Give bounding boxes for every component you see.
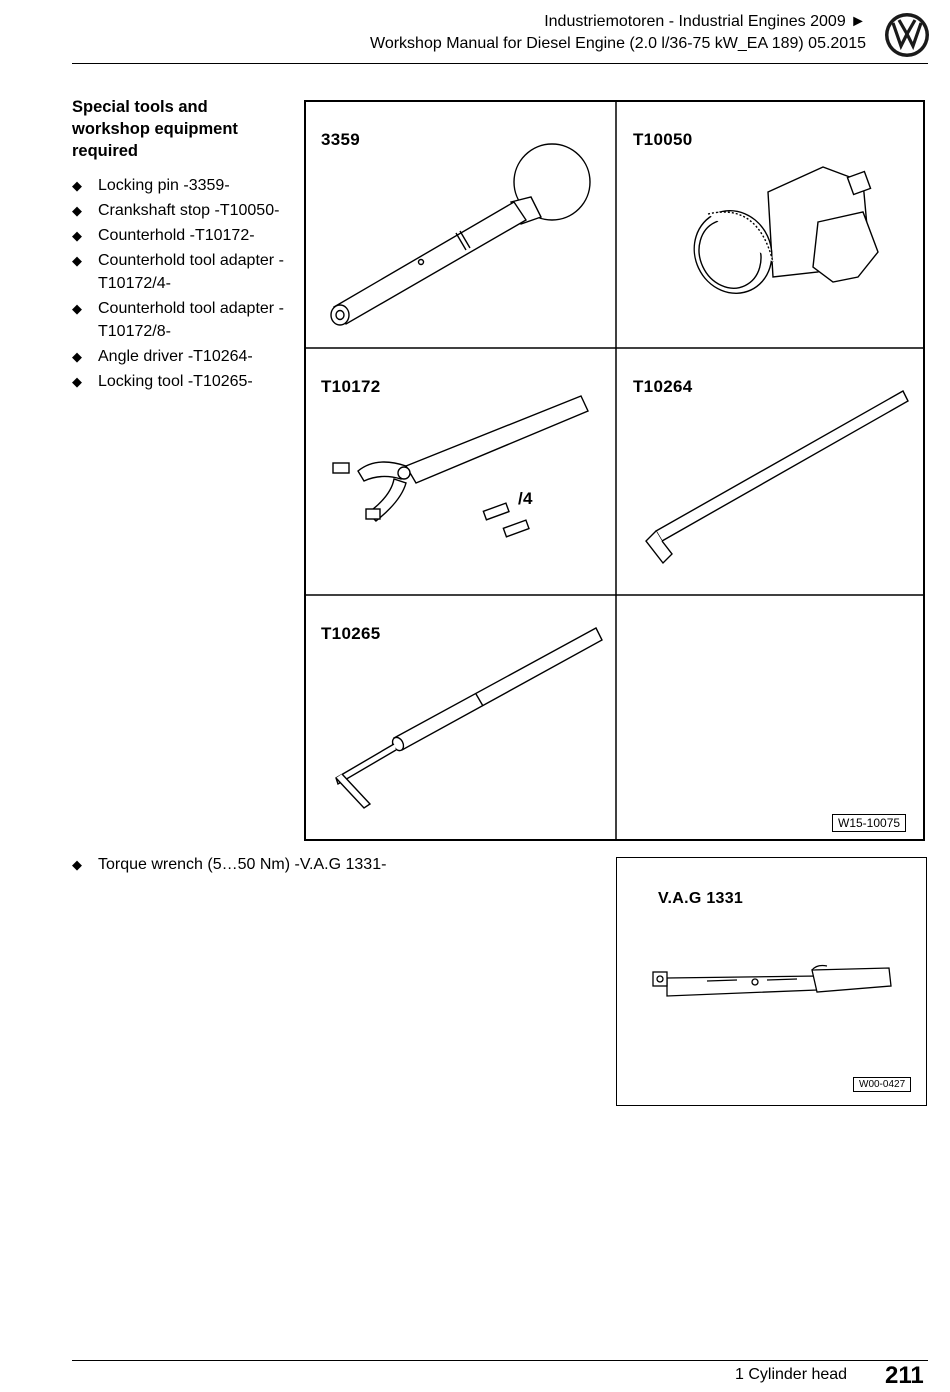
bullet-icon: ◆ <box>72 203 82 218</box>
bullet-icon: ◆ <box>72 301 82 316</box>
bullet-icon: ◆ <box>72 857 82 872</box>
list-item-text: Counterhold tool adapter -T10172/4- <box>98 252 284 292</box>
header-subtitle: Workshop Manual for Diesel Engine (2.0 l/36-75 kW_EA 189) 05.2015 <box>370 35 866 52</box>
tool-label: V.A.G 1331 <box>658 890 744 907</box>
tool-cell-empty <box>618 598 927 841</box>
header-rule <box>72 63 928 64</box>
locking-tool-icon <box>306 598 617 841</box>
list-item-text: Counterhold -T10172- <box>98 227 255 244</box>
bullet-icon: ◆ <box>72 253 82 268</box>
list-item <box>72 856 386 874</box>
counterhold-icon <box>306 351 617 596</box>
list-item-text: Counterhold tool adapter -T10172/8- <box>98 300 284 340</box>
tool-cell-T10172 <box>306 351 617 596</box>
tool-label: T10172 <box>321 377 381 396</box>
tool-label: 3359 <box>321 130 361 149</box>
bullet-icon: ◆ <box>72 178 82 193</box>
bullet-icon: ◆ <box>72 349 82 364</box>
list-item-text: Angle driver -T10264- <box>98 348 253 365</box>
figure-code: W00-0427 <box>853 1077 911 1092</box>
tool-cell-3359 <box>306 102 617 349</box>
list-item <box>72 370 292 393</box>
angle-driver-icon <box>618 351 927 596</box>
tool-label: T10264 <box>633 377 693 396</box>
locking-pin-icon <box>306 102 617 349</box>
bullet-icon: ◆ <box>72 228 82 243</box>
list-item <box>72 249 292 295</box>
tools-figure <box>304 100 925 841</box>
list-item <box>72 297 292 343</box>
header-title: Industriemotoren - Industrial Engines 2009 ► <box>544 13 866 30</box>
list-item-text: Locking tool -T10265- <box>98 373 253 390</box>
page-number: 211 <box>885 1362 924 1389</box>
tool-label: T10265 <box>321 624 381 643</box>
list-item <box>72 199 292 222</box>
tool-label: T10050 <box>633 130 693 149</box>
tool-cell-T10265 <box>306 598 617 841</box>
adapter-label: /4 <box>518 489 533 508</box>
figure-code: W15-10075 <box>832 814 906 832</box>
footer-chapter: 1 Cylinder head <box>735 1366 848 1383</box>
list-item-text: Crankshaft stop -T10050- <box>98 202 280 219</box>
list-item <box>72 174 292 197</box>
crankshaft-stop-icon <box>618 102 927 349</box>
section-title: Special tools and workshop equipment required <box>72 98 238 160</box>
vw-logo-icon <box>884 12 930 58</box>
torque-wrench-icon <box>617 858 928 1107</box>
bullet-icon: ◆ <box>72 374 82 389</box>
footer-rule <box>72 1360 928 1361</box>
torque-wrench-figure <box>616 857 927 1106</box>
list-item <box>72 224 292 247</box>
tool-cell-T10050 <box>618 102 927 349</box>
list-item <box>72 345 292 368</box>
list-item-text: Locking pin -3359- <box>98 177 230 194</box>
tool-cell-T10264 <box>618 351 927 596</box>
list-item-text: Torque wrench (5…50 Nm) -V.A.G 1331- <box>98 856 387 873</box>
tools-list <box>72 174 292 395</box>
